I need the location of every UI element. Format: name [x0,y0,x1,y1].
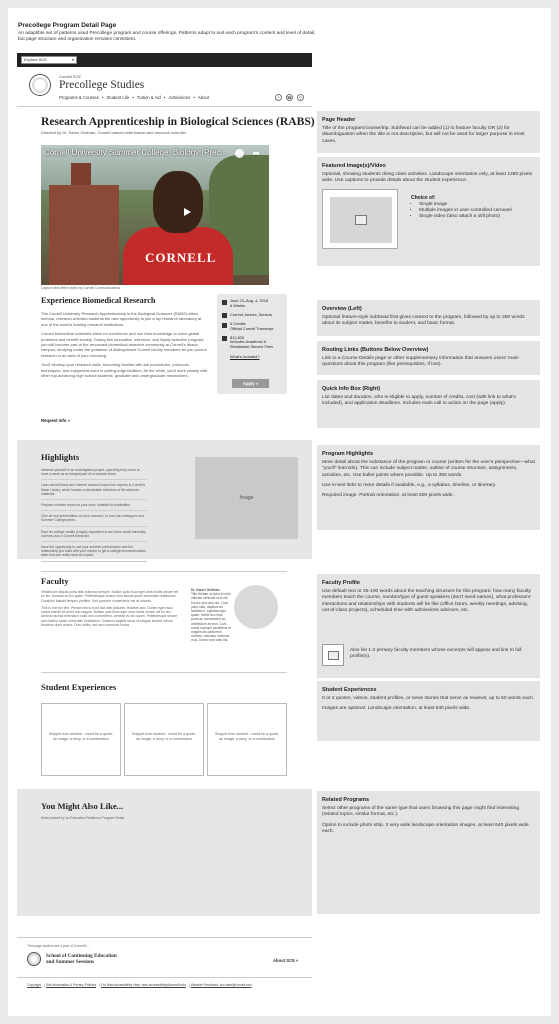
faculty-body [41,590,181,630]
footer-brand[interactable]: School of Continuing Education and Summer Sessions [46,953,117,965]
note-overview: Overview (Left) Optional feature-style subhead that gives context to the program, followed by up to 350 words about its subject matter, benefits to student, and basic format. [317,300,540,336]
phone-icon[interactable]: ☎ [287,95,292,100]
faculty-detail: Title Nullam id dolor id nibh ultricies vehicula ut id elit. Donec sed odio dui. Cras justo odio, dapibus ac facilisis in, egestas eget quam. Morbi leo risus, porta ac consectetur ac, vestibulum at eros. Cum sociis natoque penatibus et magnis dis parturient montes, nascetur ridiculus mus. Donec sed odio dui. [191,592,231,643]
note-highlights: Program Highlights More detail about the substance of the program or course (written for the user's perspective—what "you'll" learn/do). This can include subject matter, outline of course structure, assignments, activities, etc. Use bullet points where possible. Up to 350 words. Use in-text links to more details if available, e.g., a syllabus, timeline, or itinerary. Required image. Portrait orientation, at least 600 pixels wide. [317,445,540,530]
footer-link-privacy[interactable]: Site Information & Privacy Policies [45,983,97,987]
header-icons [275,94,304,101]
info-cost-note: Includes Academic & Residential Service Fees [230,339,274,350]
highlight-item: Have the opportunity to use your summer performance and the relationship you build with your mentor to get a college recommendation letter that can really have an impact. [41,544,147,562]
divider [41,571,287,572]
help-icon[interactable]: ? [275,94,282,101]
image-placeholder-icon [322,189,398,249]
nav-about[interactable]: About [197,95,210,100]
divider [41,672,287,673]
info-eligibility: Current Juniors, Seniors [230,311,272,317]
share-icon[interactable]: ➦ [252,148,260,158]
overview-paragraph: You'll develop your research skills, becoming familiar with lab procedures, protocols, techniques, and equipment used in cutting-edge facilities. All the while, you'll work closely with other top-achieving high school students, graduate and undergraduate researchers. [41,362,208,379]
nav-programs[interactable]: Programs & Courses [59,95,99,100]
faculty-name[interactable]: Dr. Karen Gellman [191,588,220,592]
search-icon[interactable]: ⚲ [297,94,304,101]
info-dates: June 23–Aug. 4, 2018 [230,298,269,303]
highlight-item: Prepare a written report on your work, suitable for publication. [41,502,147,511]
explore-select[interactable] [21,56,77,64]
image-placeholder-icon [322,644,344,666]
faculty-paragraph: This is one fun line. Please link to fund fact with pictures, teaches and. Donec eget risus varius blandit sit amet non magna. Nullam quis risus eget urna mollis ornare vel eu leo. Aenean lacinia bibendum nulla sed consectetur. Aenean eu leo quam. Pellentesque ornare sem lacinia quam venenatis vestibulum. Vivamus sagittis lacus vel augue laoreet rutrum faucibus dolor auctor. Duis mollis, est non commodo luctus. [41,605,178,628]
highlight-item: Earn six college credits (roughly equivalent to two three-credit university courses) and a Cornell transcript. [41,529,147,542]
shirt-text: CORNELL [145,250,217,265]
brand-name[interactable]: Precollege Studies [59,79,145,91]
footer-about-link[interactable]: About SCE » [273,958,299,963]
calendar-icon [222,300,227,305]
nav-tuition[interactable]: Tuition & Aid [136,95,161,100]
nav-student-life[interactable]: Student Life [106,95,130,100]
student-experience-card[interactable]: Snippet from student - could be a quote, an image, a story, or a combination [207,703,287,776]
explore-select-label: Explore SCE [24,57,47,62]
highlights-image-placeholder: Image [195,457,298,539]
footer-links: Copyright | Site Information & Privacy Policies | For Web Accessibility Help: web-accessibility@cornell.edu | Website Feedback: sce-web@cornell.edu [27,983,252,987]
request-info-link[interactable]: Request Info » [41,418,70,423]
highlight-item: Immerse yourself in an investigative project, spending forty hours or more a week as an integral part of a research team. [41,467,147,480]
overview-title: Experience Biomedical Research [41,296,156,305]
info-credits: 6 Credits [230,321,246,327]
whats-included-link[interactable]: What's included? [230,354,260,360]
highlight-item: Give an oral presentation on your research, to your lab colleagues and Summer College peers. [41,513,147,526]
main-nav: Programs & Courses • Student Life • Tuition & Aid • Admissions • About [59,95,210,100]
faculty-paragraph: Vestibulum aliquis porta felis euismod semper. Nullam quis risus eget urna mollis ornare vel eu leo. Aenean eu leo quam. Pellentesque ornare sem lacinia quam venenatis vestibulum. Curabitur blandit tempus porttitor. Sed posuere consectetur est at lobortis. [41,590,179,603]
play-icon[interactable] [184,208,191,216]
page-subtitle: Directed by Dr. Karen Gellman, Cornell-trained veterinarian and research scientist [41,130,186,135]
highlights-title: Highlights [41,452,80,462]
credits-icon [222,323,227,328]
note-faculty: Faculty Profile Use default text or 25-100 words about the teaching structure for this program: how many faculty members teach the course, number/type of guest speakers (don't need names), what professors' interactions and relationships with students will be like (office hours, weekly meetings, advising, out-of-class projects), scheduled time with admissions advisors, etc. Also list 1-2 primary faculty members whose excerpts will appear and link to full profile(s). [317,574,540,678]
related-subtitle: Items placed by an Education Relations Program Detail [41,816,125,820]
student-experiences-title: Student Experiences [41,682,117,692]
faculty-photo [234,585,278,629]
footer-link-feedback[interactable]: Website Feedback: sce-web@cornell.edu [190,983,252,987]
info-duration: 6 Weeks [230,302,246,308]
highlight-item: Learn about library and Internet research tools from experts in Cornell's Mann Library, which houses a remarkable collection of life sciences materials. [41,482,147,500]
video-caption: Caption text within video by Cornell Communications [41,286,121,290]
related-programs-section [17,789,312,916]
media-choices: Choice of: • Single image • Multiple images in user-controlled carousel • Single video (also attach a still photo) [411,195,531,221]
apply-button[interactable]: Apply » [232,379,269,388]
student-experience-card[interactable]: Snippet from student - could be a quote, an image, a story, or a combination [41,703,121,776]
note-related-programs: Related Programs Select other programs of the same type that users browsing this page might find interesting (related topics, similar format, etc.). Option to include photo strip. 3 very wide landscape orientation images, at least 640 pixels wide each. [317,791,540,914]
footer-divider [17,937,312,938]
chevron-down-icon: ▾ [71,57,74,62]
page-title: Research Apprenticeship in Biological Sciences (RABS) [41,115,315,128]
related-title: You Might Also Like... [41,801,124,811]
info-transcript: Official Cornell Transcript [230,325,274,331]
cornell-seal-logo[interactable] [29,74,51,96]
note-student-experiences: Student Experiences 0 or 2 quotes, videos, student profiles, or news stories that serve as reviews; up to 50 words each. Images are optional. Landscape orientation, at least 640 pixels wide. [317,681,540,741]
highlights-section [17,440,312,559]
footer-seal-logo[interactable] [27,952,41,966]
footer-link-accessibility[interactable]: For Web Accessibility Help: web-accessibility@cornell.edu [100,983,186,987]
faculty-member [191,588,231,643]
brand-small: Cornell SCE [59,74,82,79]
overview-body [41,311,209,382]
video-title[interactable]: Cornell University Summer College: Biology (Prec... [44,148,228,157]
site-header [17,69,312,107]
student-experience-card[interactable]: Snippet from student - could be a quote, an image, a story, or a combination [124,703,204,776]
note-featured-video: Featured Image(s)/Video Optional, showing students doing class activities. Landscape orientation only, at least 1280 pixels wide. Use captions to provide details about the student experience. Choice of: • Single image • Multiple images in user-controlled carousel • Single video (also attach a still photo) [317,157,540,266]
doc-description: An adaptible set of patterns used Precollege program and course offerings. Patterns adapt to suit each program's content and level of detail, but page structure and organization remains consistent. [18,31,316,43]
watch-later-icon[interactable] [235,149,244,158]
check-icon [222,313,227,318]
explore-bar [17,53,312,67]
nav-admissions[interactable]: Admissions [168,95,191,100]
faculty-title: Faculty [41,576,69,586]
quick-info-box [217,294,287,394]
overview-paragraph: Cornell biomedical scientists strive for excellence and use their knowledge to solve global problems and benefit society. During this innovative, intensive, and highly selective program, you will become part of the renowned biomedical research community at Cornell's Ithaca campus, studying under the guidance of distinguished Cornell faculty members as you pursue research in an area of your choosing. [41,331,207,358]
overview-paragraph: The Cornell University Research Apprenticeship in the Biological Sciences (RABS) offers serious, research-oriented students the rare opportunity to join a top research laboratory at one of the world's leading research institutions. [41,311,202,327]
note-routing-links: Routing Links (Buttons Below Overview) Link to a Course Details page or other supplementary information that answers users' main questions about this program (like prerequisites, if lots). [317,341,540,375]
note-page-header: Page Header Title of the program/course/trip. Subhead can be added (1) to feature faculty OR (2) for disambiguation when the title is not descriptive, but will not be used for larger purpose in most cases. [317,111,540,153]
doc-title: Precollege Program Detail Page [18,22,117,29]
footer-divider [17,977,312,978]
footer-link-copyright[interactable]: Copyright [27,983,42,987]
footer-note: This page studies are a part of Cornell's... [27,944,90,948]
cost-icon [222,336,227,341]
highlights-list [41,467,147,564]
info-cost: $12,825 [230,334,245,340]
note-quick-info: Quick Info Box (Right) List dates and duration, who is eligible to apply, number of credits, cost (with link to what's included), and application deadlines. Includes main call to action on the page (apply). [317,380,540,428]
featured-video[interactable] [41,145,269,285]
